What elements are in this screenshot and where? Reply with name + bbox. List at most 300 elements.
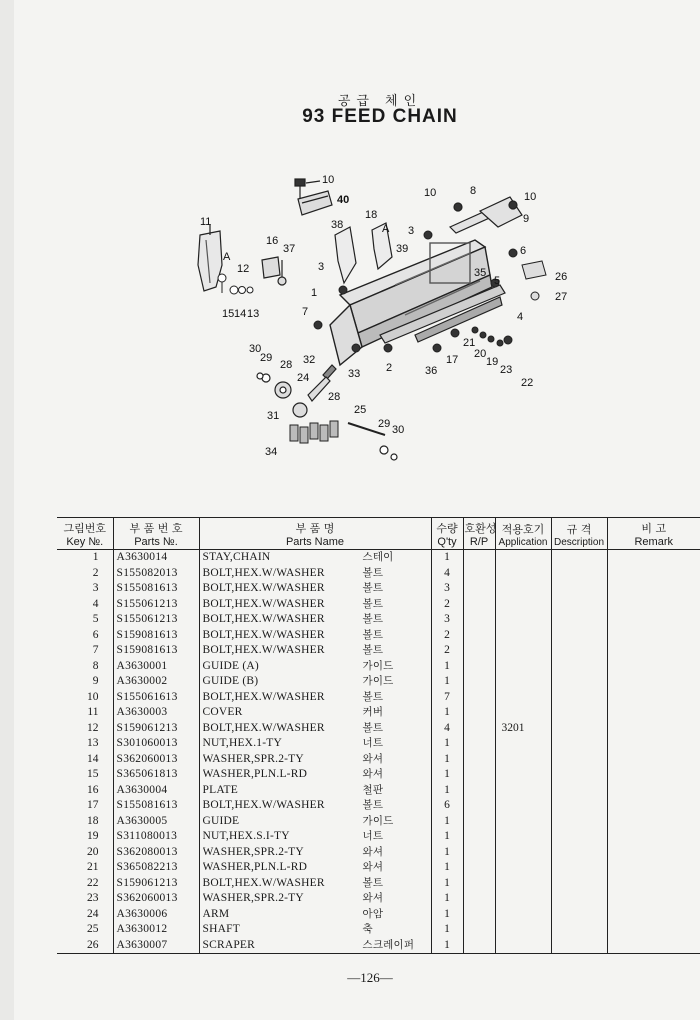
callout-16: 16 — [266, 235, 279, 247]
callout-26: 26 — [555, 271, 568, 283]
description-cell — [551, 814, 607, 830]
callout-34: 34 — [265, 446, 278, 458]
remark-cell — [607, 876, 700, 892]
part-number-cell: S365061813 — [113, 767, 199, 783]
key-cell: 16 — [87, 783, 99, 796]
key-cell: 9 — [92, 675, 99, 687]
part-name-english: GUIDE (B) — [202, 675, 259, 687]
key-cell: 1 — [92, 551, 99, 563]
remark-cell — [607, 907, 700, 923]
remark-cell — [607, 798, 700, 814]
part-name-english: BOLT,HEX.W/WASHER — [202, 582, 325, 594]
key-cell: 10 — [87, 690, 99, 703]
rp-cell — [463, 721, 495, 737]
application-cell — [495, 798, 551, 814]
rp-cell — [463, 938, 495, 954]
rp-cell — [463, 922, 495, 938]
part-name-english: BOLT,HEX.W/WASHER — [202, 613, 325, 625]
application-cell — [495, 767, 551, 783]
part-name-cell — [199, 814, 431, 830]
description-cell — [551, 752, 607, 768]
remark-cell — [607, 643, 700, 659]
part-number-cell: A3630001 — [113, 659, 199, 675]
part-number-cell: S155082013 — [113, 566, 199, 582]
part-name-korean: 볼트 — [362, 597, 384, 610]
key-cell: 3 — [92, 582, 99, 594]
parts-list-table — [57, 517, 700, 954]
callout-6: 6 — [520, 245, 527, 257]
part-name-korean: 볼트 — [362, 644, 384, 656]
rp-cell — [463, 550, 495, 566]
part-number-cell: A3630003 — [113, 705, 199, 721]
rp-cell — [463, 643, 495, 659]
part-number-cell: A3630007 — [113, 938, 199, 954]
part-number-cell: A3630014 — [113, 550, 199, 566]
part-name-cell — [199, 922, 431, 938]
table-row — [57, 581, 700, 597]
key-cell: 21 — [87, 861, 99, 873]
part-number-cell: S365082213 — [113, 860, 199, 876]
part-number-cell: S159061213 — [113, 876, 199, 892]
key-cell: 19 — [87, 830, 99, 842]
qty-cell: 2 — [431, 643, 463, 659]
qty-cell: 1 — [431, 783, 463, 799]
remark-cell — [607, 767, 700, 783]
part-name-cell — [199, 891, 431, 907]
remark-cell — [607, 891, 700, 907]
part-number-cell: A3630004 — [113, 783, 199, 799]
qty-cell: 6 — [431, 798, 463, 814]
part-name-korean: 아암 — [362, 907, 384, 920]
key-cell: 2 — [92, 566, 99, 579]
key-cell: 5 — [92, 613, 99, 625]
part-name-english: STAY,CHAIN — [202, 551, 271, 563]
qty-cell: 1 — [431, 736, 463, 752]
part-number-cell: S155061213 — [113, 612, 199, 628]
part-name-cell — [199, 674, 431, 690]
part-name-english: WASHER,SPR.2-TY — [202, 892, 304, 904]
application-cell — [495, 566, 551, 582]
callout-22: 22 — [521, 377, 534, 389]
part-name-korean: 철판 — [362, 783, 384, 796]
description-cell — [551, 891, 607, 907]
remark-cell — [607, 721, 700, 737]
part-name-korean: 축 — [362, 923, 373, 935]
part-name-korean: 와셔 — [362, 845, 384, 858]
description-cell — [551, 845, 607, 861]
application-cell — [495, 783, 551, 799]
part-name-korean: 가이드 — [362, 659, 394, 672]
callout-38: 38 — [331, 219, 344, 231]
remark-cell — [607, 628, 700, 644]
callout-27: 27 — [555, 291, 568, 303]
qty-cell: 1 — [431, 705, 463, 721]
part-name-cell — [199, 860, 431, 876]
callout-19: 19 — [486, 356, 499, 368]
callout-29b: 29 — [378, 418, 391, 430]
part-number-cell: S311080013 — [113, 829, 199, 845]
table-row — [57, 597, 700, 613]
part-name-english: ARM — [202, 907, 230, 920]
qty-cell: 1 — [431, 814, 463, 830]
remark-cell — [607, 705, 700, 721]
description-cell — [551, 643, 607, 659]
key-cell: 22 — [87, 876, 99, 889]
part-name-cell — [199, 783, 431, 799]
remark-cell — [607, 922, 700, 938]
part-name-english: GUIDE — [202, 814, 240, 827]
qty-cell: 1 — [431, 659, 463, 675]
header-description: 규 격 Description — [551, 518, 607, 550]
table-row — [57, 705, 700, 721]
qty-cell: 1 — [431, 767, 463, 783]
description-cell — [551, 566, 607, 582]
part-name-korean: 가이드 — [362, 814, 394, 827]
part-name-english: WASHER,PLN.L-RD — [202, 768, 308, 780]
part-name-korean: 와셔 — [362, 752, 384, 765]
application-cell — [495, 938, 551, 954]
callout-20: 20 — [474, 348, 487, 360]
callout-12: 12 — [237, 263, 250, 275]
rp-cell — [463, 566, 495, 582]
table-row — [57, 829, 700, 845]
rp-cell — [463, 845, 495, 861]
part-name-cell — [199, 643, 431, 659]
part-name-english: COVER — [202, 706, 243, 718]
callout-10c: 10 — [524, 191, 537, 203]
part-name-cell — [199, 907, 431, 923]
callout-30: 30 — [249, 343, 262, 355]
description-cell — [551, 721, 607, 737]
table-header-row — [57, 518, 700, 550]
rp-cell — [463, 783, 495, 799]
part-number-cell: S159081613 — [113, 628, 199, 644]
scraper-part — [522, 261, 546, 300]
qty-cell: 3 — [431, 612, 463, 628]
qty-cell: 1 — [431, 922, 463, 938]
part-name-cell — [199, 736, 431, 752]
key-cell: 7 — [92, 644, 99, 656]
part-name-korean: 스테이 — [362, 551, 394, 563]
application-cell — [495, 845, 551, 861]
description-cell — [551, 829, 607, 845]
part-name-english: BOLT,HEX.W/WASHER — [202, 799, 325, 811]
qty-cell: 1 — [431, 938, 463, 954]
rp-cell — [463, 674, 495, 690]
remark-cell — [607, 845, 700, 861]
header-key: 그림번호 Key №. — [57, 518, 113, 550]
part-name-cell — [199, 566, 431, 582]
qty-cell: 1 — [431, 891, 463, 907]
guide-right-part — [450, 197, 522, 233]
table-row — [57, 798, 700, 814]
part-name-korean: 커버 — [362, 706, 384, 718]
remark-cell — [607, 581, 700, 597]
part-number-cell: S301060013 — [113, 736, 199, 752]
qty-cell: 1 — [431, 752, 463, 768]
part-name-english: WASHER,PLN.L-RD — [202, 861, 308, 873]
application-cell — [495, 907, 551, 923]
callout-28: 28 — [280, 359, 293, 371]
description-cell — [551, 612, 607, 628]
header-part-no: 부 품 번 호 Parts №. — [113, 518, 199, 550]
callout-a: A — [382, 223, 390, 235]
callout-31: 31 — [267, 410, 280, 422]
rp-cell — [463, 814, 495, 830]
description-cell — [551, 550, 607, 566]
part-name-cell — [199, 705, 431, 721]
rp-cell — [463, 891, 495, 907]
table-row — [57, 876, 700, 892]
description-cell — [551, 876, 607, 892]
description-cell — [551, 659, 607, 675]
rp-cell — [463, 829, 495, 845]
table-row — [57, 783, 700, 799]
part-number-cell: S362060013 — [113, 752, 199, 768]
application-cell — [495, 814, 551, 830]
key-cell: 25 — [87, 923, 99, 935]
application-cell — [495, 659, 551, 675]
description-cell — [551, 674, 607, 690]
part-name-cell — [199, 597, 431, 613]
table-row — [57, 891, 700, 907]
header-rp: 호환성 R/P — [463, 518, 495, 550]
exploded-parts-diagram — [180, 165, 590, 465]
qty-cell: 1 — [431, 829, 463, 845]
rp-cell — [463, 705, 495, 721]
part-name-korean: 와셔 — [362, 768, 384, 780]
part-name-english: NUT,HEX.S.I-TY — [202, 830, 290, 842]
table-row — [57, 845, 700, 861]
description-cell — [551, 783, 607, 799]
table-row — [57, 643, 700, 659]
rp-cell — [463, 798, 495, 814]
callout-1: 1 — [311, 287, 318, 299]
callout-3: 3 — [408, 225, 415, 237]
callout-39: 39 — [396, 243, 409, 255]
part-number-cell: A3630006 — [113, 907, 199, 923]
table-row — [57, 907, 700, 923]
part-name-english: SHAFT — [202, 923, 240, 935]
callout-36: 36 — [425, 365, 438, 377]
header-application: 적용호기 Application — [495, 518, 551, 550]
part-name-korean: 너트 — [362, 737, 384, 749]
application-cell — [495, 876, 551, 892]
part-name-korean: 볼트 — [362, 566, 384, 579]
application-cell — [495, 752, 551, 768]
part-number-cell: S159081613 — [113, 643, 199, 659]
header-remark: 비 고 Remark — [607, 518, 700, 550]
part-name-korean: 볼트 — [362, 613, 384, 625]
key-cell: 15 — [87, 768, 99, 780]
callout-35: 35 — [474, 267, 487, 279]
page-title-korean: 공급 체인 — [337, 94, 423, 109]
part-name-cell — [199, 690, 431, 706]
description-cell — [551, 767, 607, 783]
rp-cell — [463, 907, 495, 923]
application-cell — [495, 922, 551, 938]
application-cell — [495, 690, 551, 706]
part-number-cell: S362080013 — [113, 845, 199, 861]
part-name-cell — [199, 938, 431, 954]
rp-cell — [463, 860, 495, 876]
table-row — [57, 550, 700, 566]
table-row — [57, 860, 700, 876]
description-cell — [551, 922, 607, 938]
part-name-english: BOLT,HEX.W/WASHER — [202, 721, 325, 734]
part-name-korean: 볼트 — [362, 799, 384, 811]
part-name-korean: 볼트 — [362, 690, 384, 703]
table-row — [57, 752, 700, 768]
application-cell — [495, 643, 551, 659]
part-number-cell: A3630005 — [113, 814, 199, 830]
qty-cell: 1 — [431, 845, 463, 861]
part-name-cell — [199, 876, 431, 892]
plate-part — [262, 257, 286, 285]
key-cell: 11 — [87, 706, 99, 718]
remark-cell — [607, 752, 700, 768]
qty-cell: 2 — [431, 597, 463, 613]
remark-cell — [607, 597, 700, 613]
remark-cell — [607, 783, 700, 799]
callout-25: 25 — [354, 404, 367, 416]
qty-cell: 1 — [431, 674, 463, 690]
part-name-korean: 볼트 — [362, 582, 384, 594]
part-name-english: BOLT,HEX.W/WASHER — [202, 566, 325, 579]
remark-cell — [607, 829, 700, 845]
callout-10: 10 — [322, 174, 335, 186]
description-cell — [551, 628, 607, 644]
part-name-english: WASHER,SPR.2-TY — [202, 752, 304, 765]
remark-cell — [607, 612, 700, 628]
header-part-name: 부 품 명 Parts Name — [199, 518, 431, 550]
part-name-korean: 너트 — [362, 830, 384, 842]
part-name-english: BOLT,HEX.W/WASHER — [202, 597, 325, 610]
part-name-cell — [199, 752, 431, 768]
part-name-cell — [199, 628, 431, 644]
part-name-korean: 볼트 — [362, 721, 384, 734]
part-number-cell: S159061213 — [113, 721, 199, 737]
qty-cell: 4 — [431, 721, 463, 737]
part-name-english: NUT,HEX.1-TY — [202, 737, 282, 749]
remark-cell — [607, 938, 700, 954]
callout-13: 13 — [247, 308, 260, 320]
callout-9: 9 — [523, 213, 530, 225]
part-name-english: BOLT,HEX.W/WASHER — [202, 628, 325, 641]
part-name-cell — [199, 659, 431, 675]
part-name-korean: 와셔 — [362, 892, 384, 904]
callout-29: 29 — [260, 352, 273, 364]
callout-14: 14 — [234, 308, 247, 320]
table-row — [57, 612, 700, 628]
description-cell — [551, 705, 607, 721]
remark-cell — [607, 659, 700, 675]
description-cell — [551, 690, 607, 706]
table-row — [57, 938, 700, 954]
part-name-english: BOLT,HEX.W/WASHER — [202, 876, 325, 889]
callout-32: 32 — [303, 354, 316, 366]
rp-cell — [463, 690, 495, 706]
description-cell — [551, 938, 607, 954]
part-number-cell: A3630002 — [113, 674, 199, 690]
part-name-cell — [199, 581, 431, 597]
description-cell — [551, 736, 607, 752]
part-name-english: BOLT,HEX.W/WASHER — [202, 690, 325, 703]
callout-11: 11 — [200, 216, 212, 228]
application-cell — [495, 674, 551, 690]
table-row — [57, 767, 700, 783]
application-cell — [495, 860, 551, 876]
application-cell: 3201 — [495, 721, 551, 737]
table-row — [57, 566, 700, 582]
part-name-korean: 볼트 — [362, 876, 384, 889]
application-cell — [495, 705, 551, 721]
application-cell — [495, 581, 551, 597]
application-cell — [495, 891, 551, 907]
application-cell — [495, 597, 551, 613]
callout-15: 15 — [222, 308, 235, 320]
part-name-korean: 스크레이퍼 — [362, 938, 415, 951]
key-cell: 24 — [87, 907, 99, 920]
part-name-english: PLATE — [202, 783, 238, 796]
callout-a2: A — [223, 251, 231, 263]
callout-17: 17 — [446, 354, 459, 366]
key-cell: 6 — [92, 628, 99, 641]
description-cell — [551, 581, 607, 597]
callout-33: 33 — [348, 368, 361, 380]
application-cell — [495, 628, 551, 644]
part-name-korean: 볼트 — [362, 628, 384, 641]
rp-cell — [463, 752, 495, 768]
qty-cell: 2 — [431, 628, 463, 644]
remark-cell — [607, 550, 700, 566]
qty-cell: 4 — [431, 566, 463, 582]
table-row — [57, 690, 700, 706]
key-cell: 4 — [92, 597, 99, 610]
part-name-korean: 와셔 — [362, 861, 384, 873]
callout-8: 8 — [470, 185, 477, 197]
application-cell — [495, 550, 551, 566]
header-qty: 수량 Q'ty — [431, 518, 463, 550]
table-row — [57, 736, 700, 752]
description-cell — [551, 860, 607, 876]
qty-cell: 3 — [431, 581, 463, 597]
callout-10b: 10 — [424, 187, 437, 199]
callout-37: 37 — [283, 243, 296, 255]
description-cell — [551, 798, 607, 814]
remark-cell — [607, 566, 700, 582]
part-name-english: GUIDE (A) — [202, 659, 259, 672]
application-cell — [495, 612, 551, 628]
rp-cell — [463, 612, 495, 628]
key-cell: 17 — [87, 799, 99, 811]
callout-2: 2 — [386, 362, 393, 374]
key-cell: 13 — [87, 737, 99, 749]
rp-cell — [463, 736, 495, 752]
key-cell: 26 — [57, 938, 113, 954]
page-edge — [0, 0, 14, 1020]
table-row — [57, 922, 700, 938]
table-row — [57, 674, 700, 690]
cover-part — [198, 225, 222, 291]
part-name-cell — [199, 721, 431, 737]
description-cell — [551, 907, 607, 923]
part-name-english: WASHER,SPR.2-TY — [202, 845, 304, 858]
application-cell — [495, 829, 551, 845]
table-row — [57, 721, 700, 737]
callout-7: 7 — [302, 306, 309, 318]
part-name-english: SCRAPER — [202, 938, 256, 951]
